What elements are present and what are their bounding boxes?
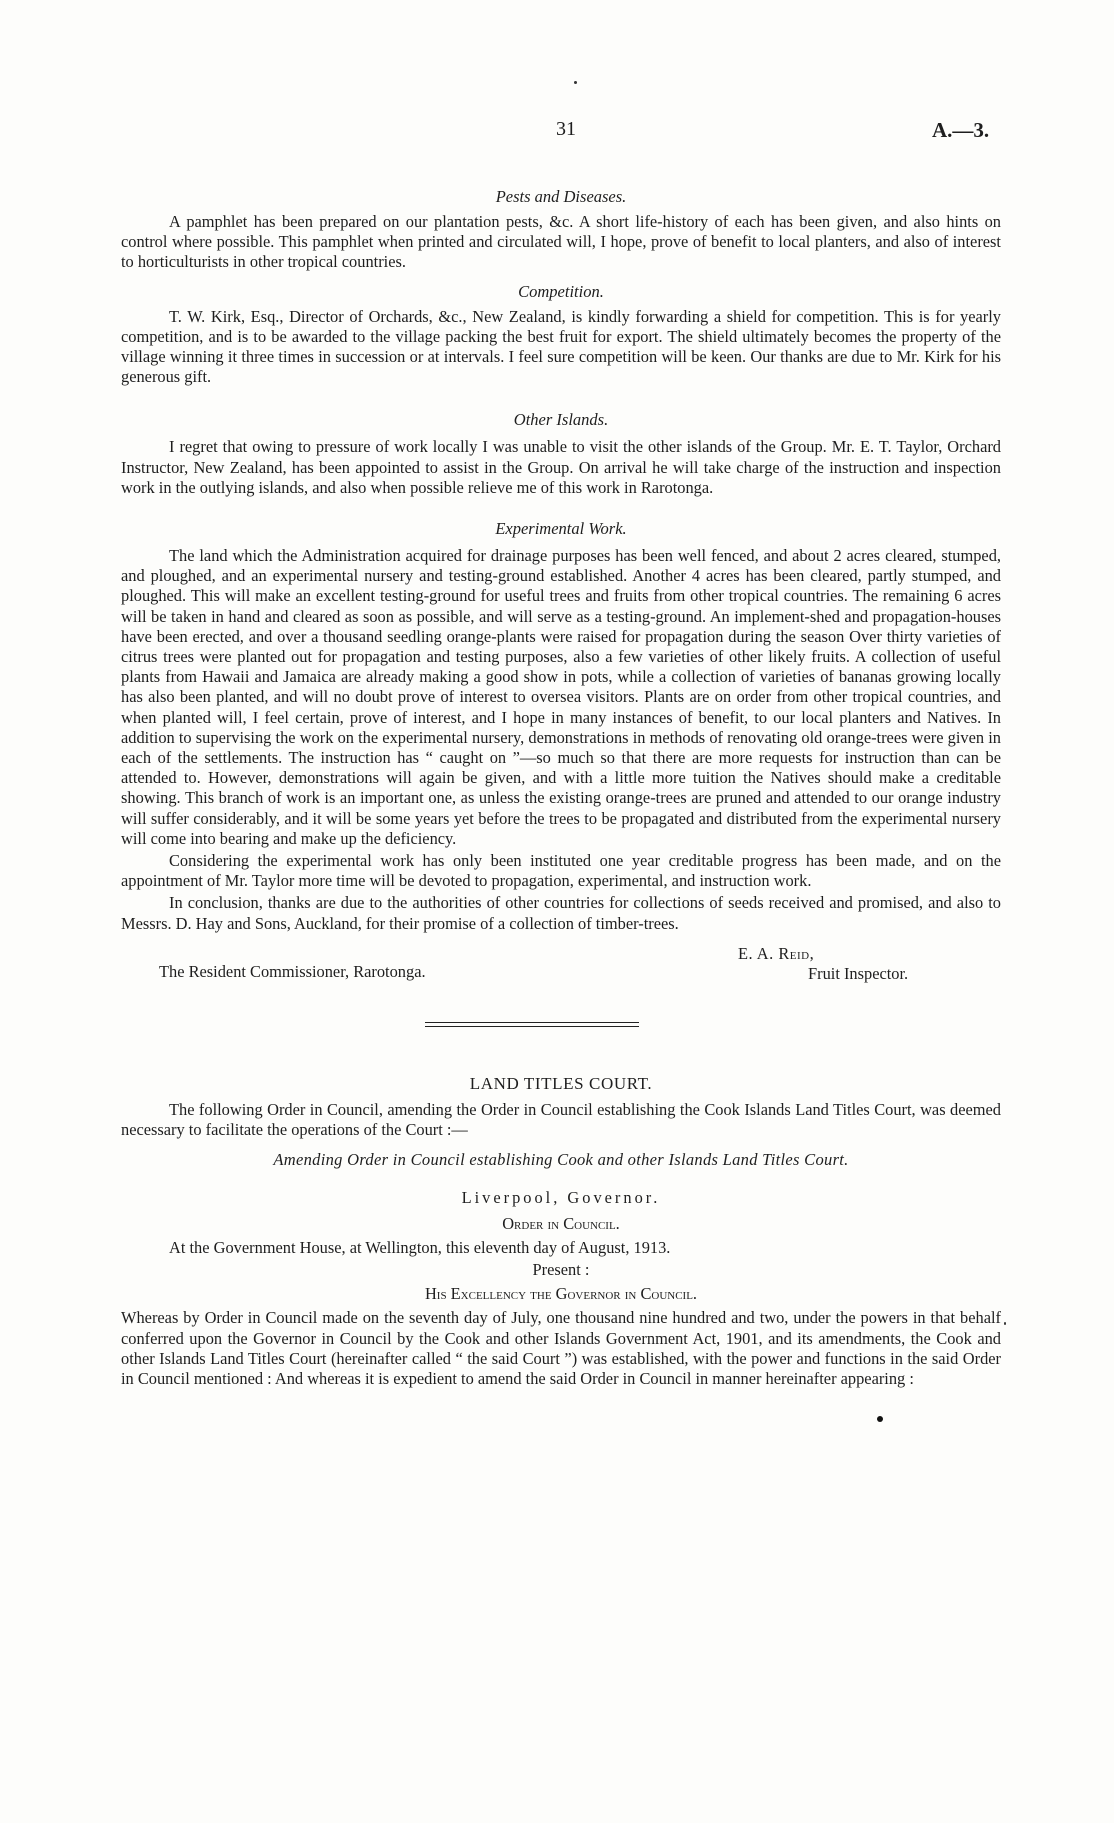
- competition-paragraph: T. W. Kirk, Esq., Director of Orchards, &c., New Zealand, is kindly forwarding a shield for competition. This is for yearly competition, and is to be awarded to the village packing the best fruit for export. The shield ultimately becomes the property of the village winning it three times in succession or at intervals. I feel sure competition will be keen. Our thanks are due to Mr. Kirk for his generous gift.: [121, 306, 1001, 387]
- section-title-other-islands: Other Islands.: [513, 410, 609, 430]
- page-content: [121, 186, 1001, 1389]
- section-divider: [121, 1022, 1001, 1032]
- page-number: 31: [556, 118, 576, 140]
- print-speck: [574, 81, 577, 84]
- land-titles-heading: LAND TITLES COURT.: [469, 1073, 653, 1093]
- page-header: [0, 118, 1114, 148]
- other-islands-paragraph: I regret that owing to pressure of work locally I was unable to visit the other islands of the Group. Mr. E. T. Taylor, Orchard Instructor, New Zealand, has been appointed to assist in the Group. On arrival he will take charge of the instruction and inspection work in the outlying islands, and also when possible relieve me of this work in Rarotonga.: [121, 437, 1001, 497]
- land-titles-intro: The following Order in Council, amending the Order in Council establishing the Cook Islands Land Titles Court, was deemed necessary to facilitate the operations of the Court :—: [121, 1099, 1001, 1140]
- experimental-paragraph-3: In conclusion, thanks are due to the authorities of other countries for collections of seeds received and promised, and also to Messrs. D. Hay and Sons, Auckland, for their promise of a collection of timber-trees.: [121, 893, 1001, 933]
- addressee: The Resident Commissioner, Rarotonga.: [159, 961, 426, 981]
- divider-line: [425, 1026, 639, 1027]
- pests-paragraph: A pamphlet has been prepared on our plantation pests, &c. A short life-history of each has been given, and also hints on control where possible. This pamphlet when printed and circulated will, I hope, prove of benefit to local planters, and also of interest to horticulturists in other tropical countries.: [121, 212, 1001, 272]
- document-reference: A.—3.: [932, 118, 990, 142]
- experimental-paragraph-2: Considering the experimental work has only been instituted one year creditable progress has been made, and on the appointment of Mr. Taylor more time will be devoted to propagation, experimental, and instruction work.: [121, 851, 1001, 891]
- excellency-line: His Excellency the Governor in Council.: [424, 1284, 698, 1304]
- section-title-pests: Pests and Diseases.: [495, 187, 627, 206]
- whereas-paragraph: Whereas by Order in Council made on the seventh day of July, one thousand nine hundred and two, under the powers in that behalf conferred upon the Governor in Council by the Cook and other Islands Government Act, 1901, and its amendments, the Cook and other Islands Land Titles Court (hereinafter called “ the said Court ”) was established, with the power and functions in the said Order in Council mentioned : And whereas it is expedient to amend the said Order in Council in manner hereinafter appearing :: [121, 1308, 1001, 1388]
- order-in-council-label: Order in Council.: [502, 1214, 620, 1234]
- present-label: Present :: [532, 1260, 590, 1280]
- signatory-title: Fruit Inspector.: [808, 963, 909, 983]
- section-title-experimental-work: Experimental Work.: [495, 519, 627, 539]
- print-speck: [1004, 1322, 1006, 1325]
- section-title-competition: Competition.: [518, 281, 604, 301]
- signatory-name: E. A. Reid,: [738, 943, 815, 963]
- place-date-line: At the Government House, at Wellington, this eleventh day of August, 1913.: [169, 1238, 671, 1258]
- divider-line: [425, 1022, 639, 1023]
- experimental-paragraph-1: The land which the Administration acquired for drainage purposes has been well fenced, and about 2 acres cleared, stumped, and ploughed, and an experimental nursery and testing-ground established. Another 4 acres has been cleared, partly stumped, and ploughed. This will make an excellent testing-ground for useful trees and fruits from other tropical countries. The remaining 6 acres will be taken in hand and cleared as soon as possible, and will serve as a testing-ground. An implement-shed and propagation-houses have been erected, and over a thousand seedling orange-plants were raised for propagation during the season Over thirty varieties of citrus trees were planted out for propagation and testing purposes, also a few varieties of other likely fruits. A collection of useful plants from Hawaii and Jamaica are already making a good show in pots, while a collection of varieties of bananas growing locally has also been planted, and will no doubt prove of interest to oversea visitors. Plants are on order from other tropical countries, and when planted will, I feel certain, prove of interest, and I hope in many instances of benefit, to our local planters and Natives. In addition to supervising the work on the experimental nursery, demonstrations in methods of renovating old orange-trees were given in each of the settlements. The instruction has “ caught on ”—so much so that there are more requests for instruction than can be attended to. However, demonstrations will again be given, and with a little more tuition the Natives should make a creditable showing. This branch of work is an important one, as unless the existing orange-trees are pruned and attended to our orange industry will suffer considerably, and it will be some years yet before the trees to be propagated and distributed from the experimental nursery will come into bearing and make up the deficiency.: [121, 546, 1001, 848]
- governor-line: Liverpool, Governor.: [461, 1188, 661, 1208]
- order-subtitle: Amending Order in Council establishing Cook and other Islands Land Titles Court.: [273, 1150, 849, 1170]
- signature-block: [121, 944, 1001, 996]
- bullet-mark: [877, 1416, 883, 1422]
